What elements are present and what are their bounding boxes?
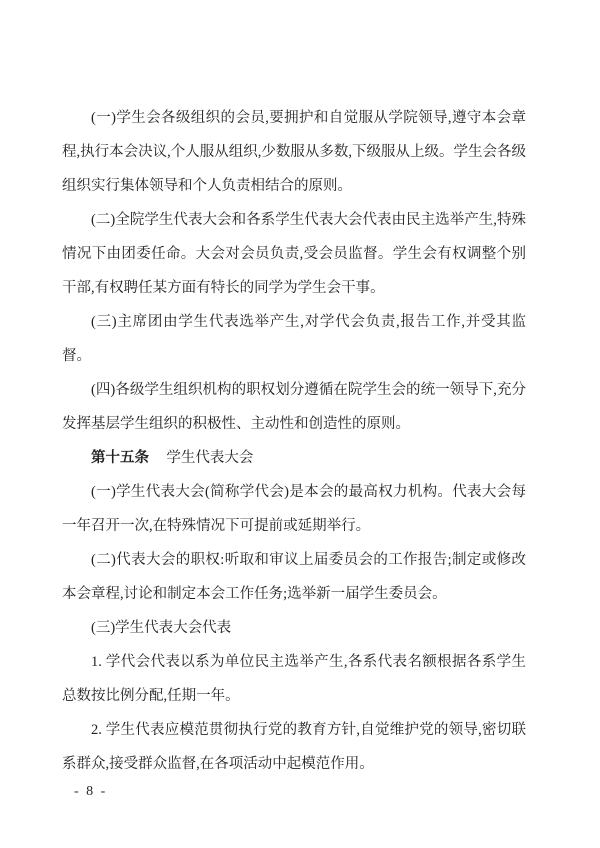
article-title: 学生代表大会 [166,450,254,466]
paragraph-clause-3: (三)主席团由学生代表选举产生,对学代会负责,报告工作,并受其监督。 [62,314,526,364]
paragraph-clause-2: (二)全院学生代表大会和各系学生代表大会代表由民主选举产生,特殊情况下由团委任命。大会对会员负责,受会员监督。学生会有权调整个别干部,有权聘任某方面有特长的同学为学生会干事。 [62,212,526,296]
page-number: - 8 - [74,784,108,799]
article-heading [62,441,526,475]
paragraph-clause-1: (一)学生会各级组织的会员,要拥护和自觉服从学院领导,遵守本会章程,执行本会决议,个人服从组织,少数服从多数,下级服从上级。学生会各级组织实行集体领导和个人负责相结合的原则。 [62,110,526,194]
paragraph-item-1: 1. 学代会代表以系为单位民主选举产生,各系代表名额根据各系学生总数按比例分配,任期一年。 [62,654,526,704]
paragraph-clause-5: (一)学生代表大会(简称学代会)是本会的最高权力机构。代表大会每一年召开一次,在特殊情况下可提前或延期举行。 [62,484,526,534]
paragraph-clause-7: (三)学生代表大会代表 [91,620,232,636]
paragraph-clause-6: (二)代表大会的职权:听取和审议上届委员会的工作报告;制定或修改本会章程,讨论和制定本会工作任务;选举新一届学生委员会。 [62,552,526,602]
paragraph-item-2: 2. 学生代表应模范贯彻执行党的教育方针,自觉维护党的领导,密切联系群众,接受群众监督,在各项活动中起模范作用。 [62,722,526,772]
article-number: 第十五条 [91,450,149,466]
document-body [62,101,526,781]
paragraph-clause-4: (四)各级学生组织机构的职权划分遵循在院学生会的统一领导下,充分发挥基层学生组织的积极性、主动性和创造性的原则。 [62,382,526,432]
